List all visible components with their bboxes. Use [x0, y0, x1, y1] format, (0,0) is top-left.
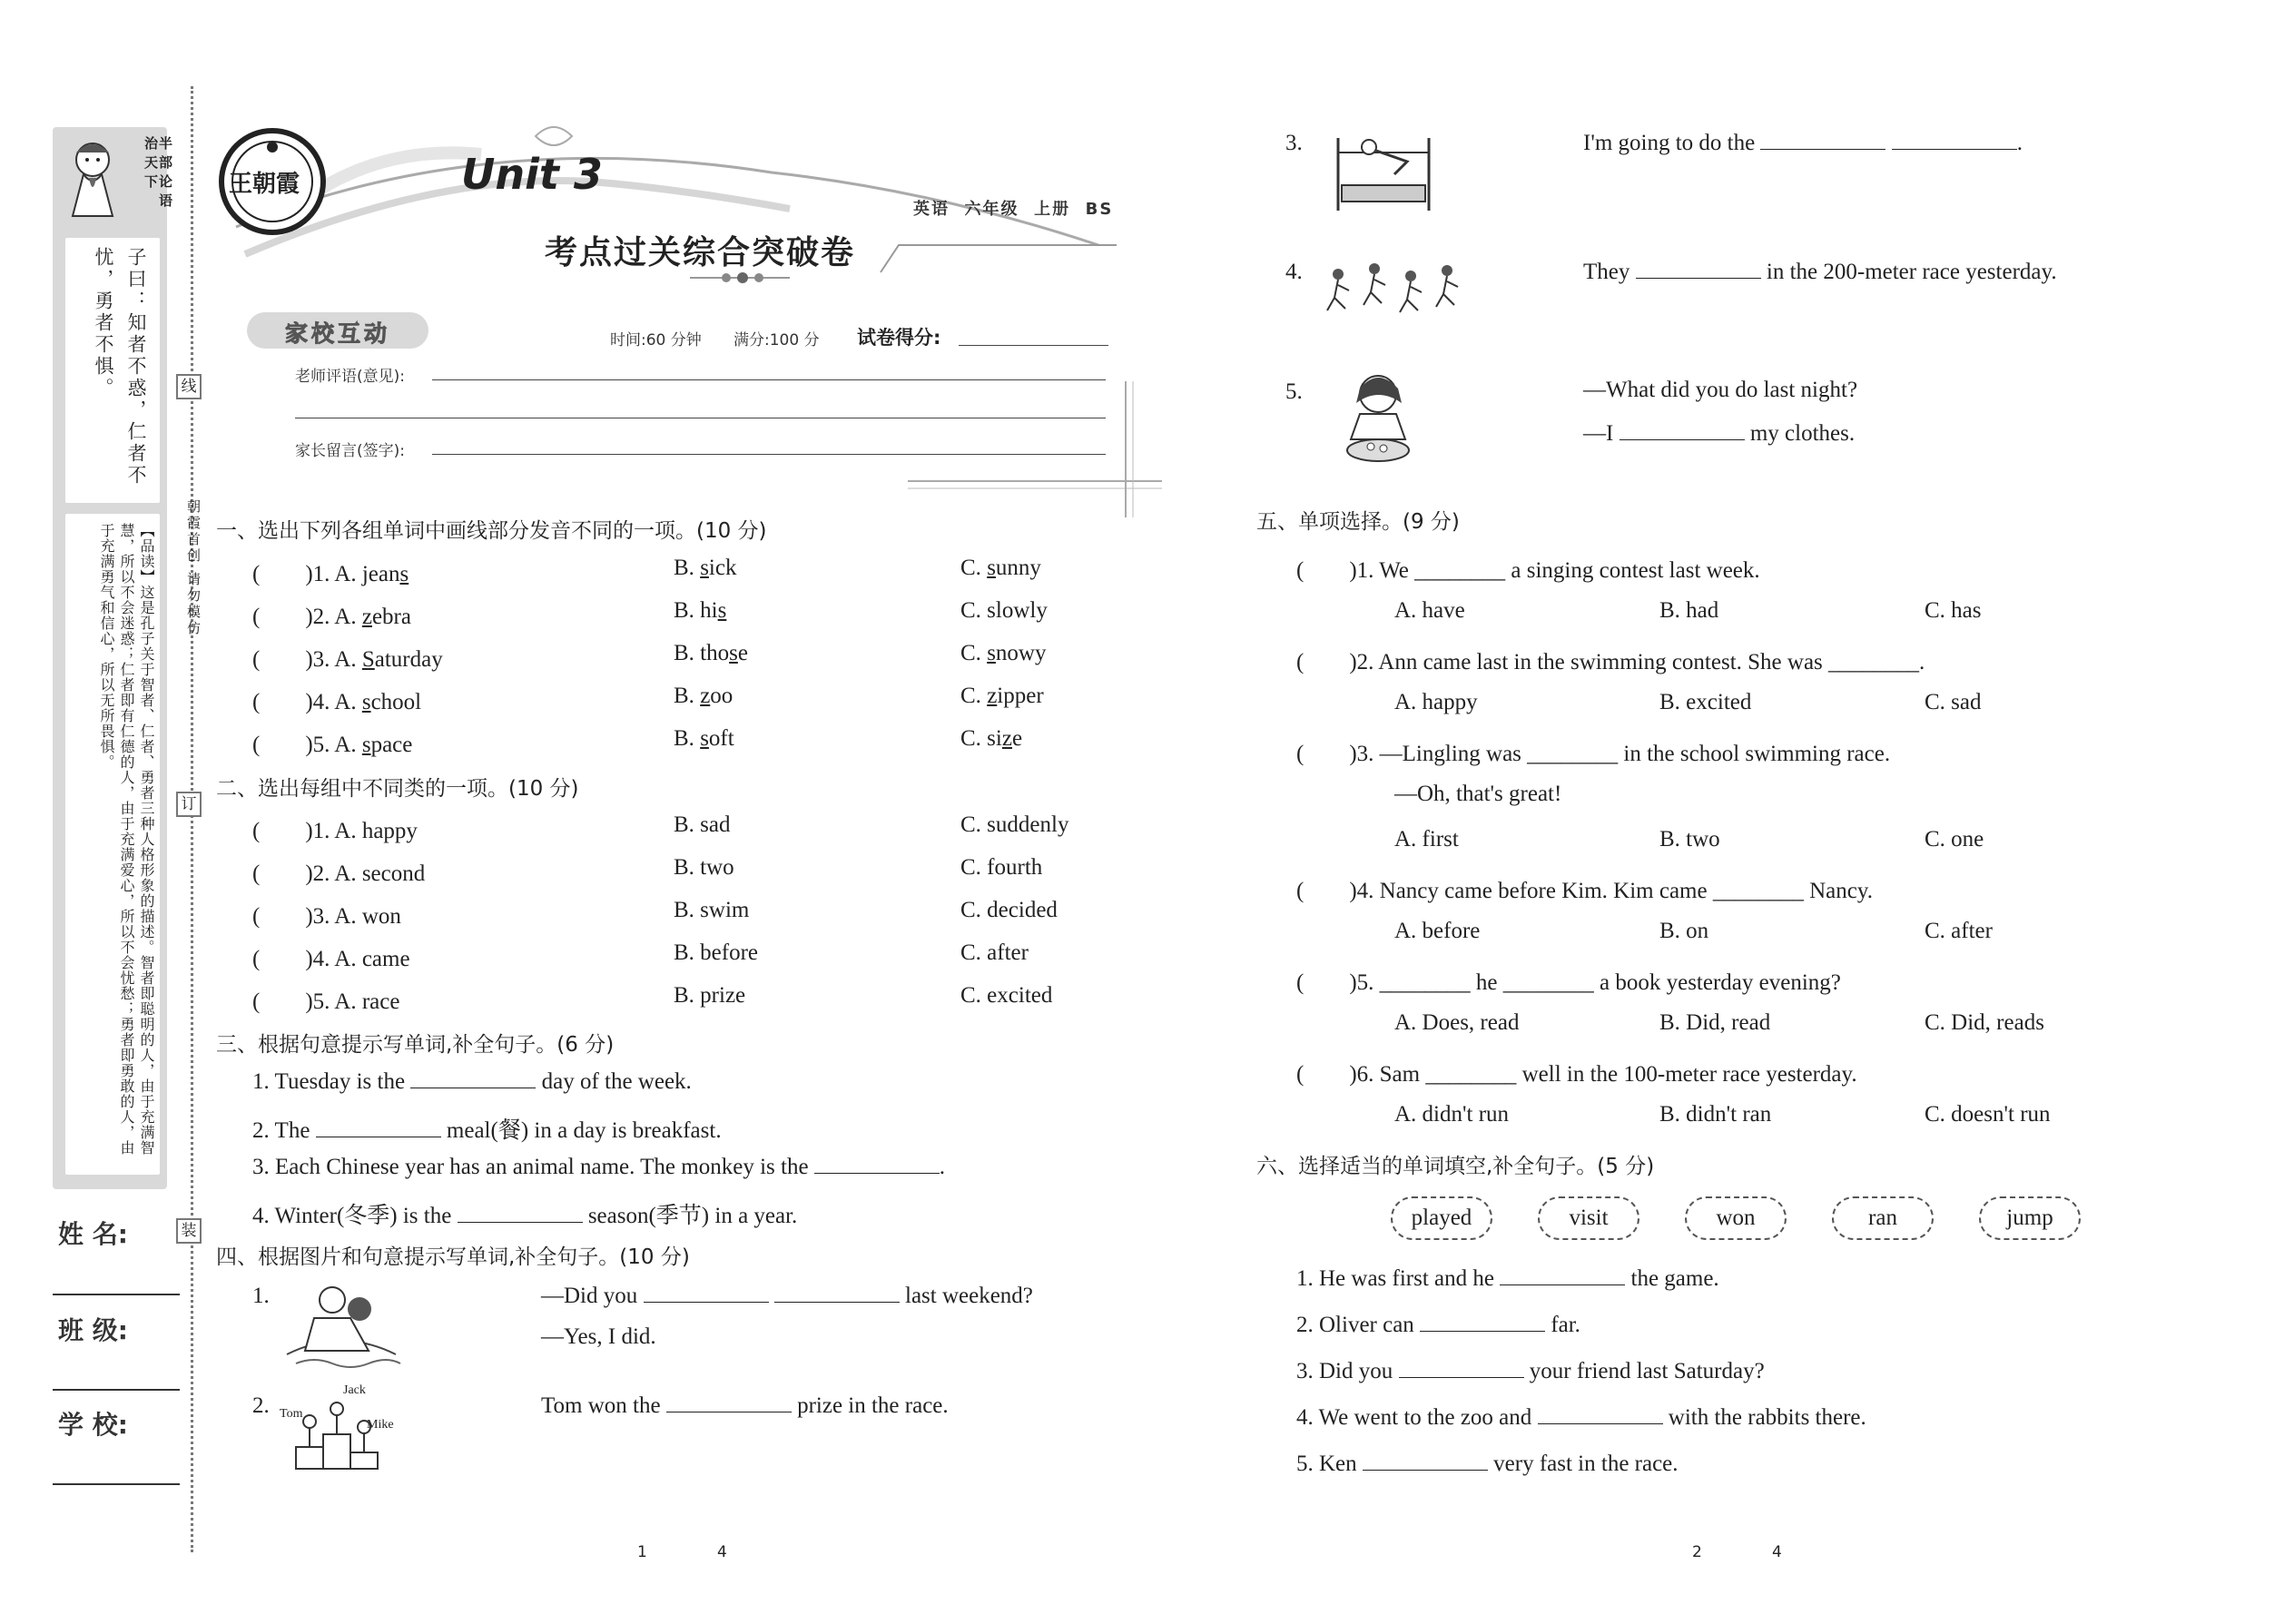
s5-q2-c: C. sad [1925, 690, 1982, 714]
answer-blank[interactable] [1760, 132, 1885, 150]
s6-q4: 4. We went to the zoo and with the rabbits there. [1296, 1405, 1866, 1430]
s2-q2-b: B. two [674, 855, 734, 880]
answer-blank[interactable] [1399, 1360, 1524, 1378]
answer-blank[interactable] [410, 1070, 536, 1088]
race-picture [1320, 256, 1483, 329]
exam-full-score: 满分:100 分 [733, 331, 820, 349]
school-label: 学 校: [58, 1410, 128, 1440]
s5-q2-b: B. excited [1659, 690, 1752, 714]
s1-q1-c: C. sunny [960, 556, 1041, 580]
s2-q1-b: B. sad [674, 812, 731, 837]
exam-title: 考点过关综合突破卷 [545, 233, 856, 271]
washing-clothes-picture [1338, 367, 1420, 467]
confucius-illustration [56, 133, 133, 220]
s4-q4-text: They in the 200-meter race yesterday. [1583, 260, 2057, 284]
name-line[interactable] [53, 1294, 180, 1295]
s2-q3-b: B. swim [674, 898, 750, 922]
s5-q5-c: C. Did, reads [1925, 1010, 2044, 1035]
class-label: 班 级: [58, 1315, 128, 1345]
brand-name: 王朝霞 [229, 171, 300, 198]
answer-blank[interactable] [458, 1205, 583, 1223]
s4-q5-line1: —What did you do last night? [1583, 378, 1858, 402]
s3-q4: 4. Winter(冬季) is the season(季节) in a year. [252, 1204, 798, 1228]
section6-title: 六、选择适当的单词填空,补全句子。(5 分) [1256, 1155, 1655, 1178]
s1-q4-c: C. zipper [960, 684, 1044, 708]
answer-blank[interactable] [1420, 1314, 1545, 1332]
answer-blank[interactable] [1500, 1267, 1625, 1285]
s1-q2-c: C. slowly [960, 598, 1048, 623]
answer-blank[interactable] [774, 1284, 900, 1303]
s5-q5-a: A. Does, read [1394, 1010, 1520, 1035]
s4-q5-num: 5. [1285, 379, 1303, 404]
s2-q2-c: C. fourth [960, 855, 1043, 880]
s4-q3-text: I'm going to do the . [1583, 131, 2023, 155]
s5-q3-reply: —Oh, that's great! [1394, 782, 1562, 806]
s5-q6: ( )6. Sam ________ well in the 100-meter race yesterday. [1296, 1062, 1857, 1087]
s2-q5-b: B. prize [674, 983, 746, 1008]
s1-q3: ( )3. A. Saturday [252, 647, 443, 672]
course-meta: 英语 六年级 上册 BS [913, 200, 1114, 219]
cut-mark-pack: 装 [176, 1218, 202, 1244]
word-option-ran: ran [1832, 1196, 1934, 1240]
s1-q4-b: B. zoo [674, 684, 733, 708]
s5-q4: ( )4. Nancy came before Kim. Kim came ________ Nancy. [1296, 879, 1873, 903]
answer-blank[interactable] [316, 1119, 441, 1137]
s5-q5-b: B. Did, read [1659, 1010, 1771, 1035]
parent-note-label: 家长留言(签字): [295, 442, 405, 460]
answer-blank[interactable] [1636, 261, 1761, 279]
high-jump-picture [1320, 120, 1447, 220]
s5-q1-b: B. had [1659, 598, 1719, 623]
sidebar-reading: 【品读】这是孔子关于智者、仁者、勇者三种人格形象的描述。智者即聪明的人，由于充满智慧，所以不会迷惑；仁者即有仁德的人，由于充满爱心，所以不会忧愁；勇者即勇敢的人，由于充满勇气和信心，所以无所畏惧。 [98, 523, 155, 1156]
s5-q4-a: A. before [1394, 919, 1481, 943]
s1-q3-b: B. those [674, 641, 748, 665]
s5-q3: ( )3. —Lingling was ________ in the school swimming race. [1296, 742, 1891, 766]
s5-q5: ( )5. ________ he ________ a book yesterday evening? [1296, 970, 1841, 995]
cut-mark-bind: 订 [176, 792, 202, 817]
section5-title: 五、单项选择。(9 分) [1256, 510, 1460, 534]
s2-q1-c: C. suddenly [960, 812, 1069, 837]
s1-q3-c: C. snowy [960, 641, 1047, 665]
s5-q6-c: C. doesn't run [1925, 1102, 2051, 1127]
podium-label-tom: Tom [280, 1407, 303, 1421]
s4-q1-line1: —Did you last weekend? [541, 1284, 1033, 1308]
s1-q5-c: C. size [960, 726, 1023, 751]
section1-title: 一、选出下列各组单词中画线部分发音不同的一项。(10 分) [216, 519, 767, 543]
answer-blank[interactable] [1538, 1406, 1663, 1424]
s3-q1: 1. Tuesday is the day of the week. [252, 1069, 692, 1094]
word-option-jump: jump [1979, 1196, 2081, 1240]
cut-line [191, 86, 193, 1552]
answer-blank[interactable] [1892, 132, 2017, 150]
sidebar-motto: 半部论语治天下 [143, 136, 173, 212]
s2-q3: ( )3. A. won [252, 904, 401, 929]
s5-q6-b: B. didn't ran [1659, 1102, 1772, 1127]
s1-q5: ( )5. A. space [252, 733, 413, 757]
s1-q1-b: B. sick [674, 556, 737, 580]
home-school-label: 家校互动 [285, 320, 391, 347]
s2-q1: ( )1. A. happy [252, 819, 418, 843]
section4-title: 四、根据图片和句意提示写单词,补全句子。(10 分) [216, 1245, 690, 1269]
s6-q2: 2. Oliver can far. [1296, 1313, 1580, 1337]
s1-q2-b: B. his [674, 598, 727, 623]
s3-q3: 3. Each Chinese year has an animal name. The monkey is the . [252, 1155, 946, 1179]
answer-blank[interactable] [814, 1156, 940, 1174]
s2-q3-c: C. decided [960, 898, 1058, 922]
answer-blank[interactable] [1363, 1452, 1488, 1471]
s3-q2: 2. The meal(餐) in a day is breakfast. [252, 1118, 722, 1143]
name-label: 姓 名: [58, 1219, 128, 1249]
s4-q2-text: Tom won the prize in the race. [541, 1393, 949, 1418]
s5-q3-c: C. one [1925, 827, 1984, 851]
s1-q4: ( )4. A. school [252, 690, 422, 714]
s1-q5-b: B. soft [674, 726, 734, 751]
sidebar-quote: 子曰：知者不惑，仁者不忧，勇者不惧。 [93, 247, 147, 487]
s4-q2-num: 2. [252, 1393, 270, 1418]
page-total-right: 4 [1772, 1543, 1782, 1561]
answer-blank[interactable] [1620, 422, 1745, 440]
unit-title: Unit 3 [461, 150, 603, 199]
s4-q5-line2: —I my clothes. [1583, 421, 1856, 446]
word-option-won: won [1685, 1196, 1787, 1240]
cut-mark-line: 线 [176, 374, 202, 399]
podium-label-jack: Jack [343, 1383, 366, 1397]
teacher-comment-line[interactable] [432, 379, 1106, 380]
s5-q2: ( )2. Ann came last in the swimming contest. She was ________. [1296, 650, 1925, 674]
answer-blank[interactable] [644, 1284, 769, 1303]
s4-q4-num: 4. [1285, 260, 1303, 284]
s6-q5: 5. Ken very fast in the race. [1296, 1452, 1679, 1476]
title-dots [690, 271, 790, 283]
class-line[interactable] [53, 1389, 180, 1391]
s5-q1-a: A. have [1394, 598, 1465, 623]
s5-q6-a: A. didn't run [1394, 1102, 1510, 1127]
school-line[interactable] [53, 1483, 180, 1485]
s4-q1-num: 1. [252, 1284, 270, 1308]
word-option-played: played [1391, 1196, 1492, 1240]
s5-q1: ( )1. We ________ a singing contest last week. [1296, 558, 1760, 583]
s2-q4: ( )4. A. came [252, 947, 410, 971]
section2-title: 二、选出每组中不同类的一项。(10 分) [216, 777, 579, 801]
s5-q2-a: A. happy [1394, 690, 1478, 714]
camping-picture [278, 1273, 405, 1373]
s1-q1: ( )1. A. jeans [252, 562, 409, 586]
s5-q3-b: B. two [1659, 827, 1720, 851]
page-total-left: 4 [717, 1543, 727, 1561]
page-number-left: 1 [637, 1543, 647, 1561]
score-line[interactable] [959, 345, 1108, 346]
s5-q3-a: A. first [1394, 827, 1459, 851]
teacher-comment-label: 老师评语(意见): [295, 368, 405, 386]
section3-title: 三、根据句意提示写单词,补全句子。(6 分) [216, 1033, 615, 1057]
s2-q5-c: C. excited [960, 983, 1053, 1008]
page-number-right: 2 [1692, 1543, 1702, 1561]
s5-q4-b: B. on [1659, 919, 1709, 943]
s6-q3: 3. Did you your friend last Saturday? [1296, 1359, 1765, 1383]
s5-q4-c: C. after [1925, 919, 1993, 943]
s2-q2: ( )2. A. second [252, 861, 426, 886]
sidebar-notice: 朝霞首创 请勿模仿 [185, 499, 202, 637]
exam-time: 时间:60 分钟 [610, 331, 702, 349]
s1-q2: ( )2. A. zebra [252, 605, 411, 629]
s2-q4-c: C. after [960, 940, 1029, 965]
s4-q1-line2: —Yes, I did. [541, 1324, 656, 1349]
word-option-visit: visit [1538, 1196, 1639, 1240]
answer-blank[interactable] [666, 1394, 792, 1412]
podium-label-mike: Mike [367, 1418, 394, 1432]
s6-q1: 1. He was first and he the game. [1296, 1266, 1719, 1291]
header-frame-lines [908, 381, 1162, 517]
s4-q3-num: 3. [1285, 131, 1303, 155]
score-label: 试卷得分: [857, 327, 941, 349]
s2-q5: ( )5. A. race [252, 989, 400, 1014]
s5-q1-c: C. has [1925, 598, 1982, 623]
s2-q4-b: B. before [674, 940, 759, 965]
